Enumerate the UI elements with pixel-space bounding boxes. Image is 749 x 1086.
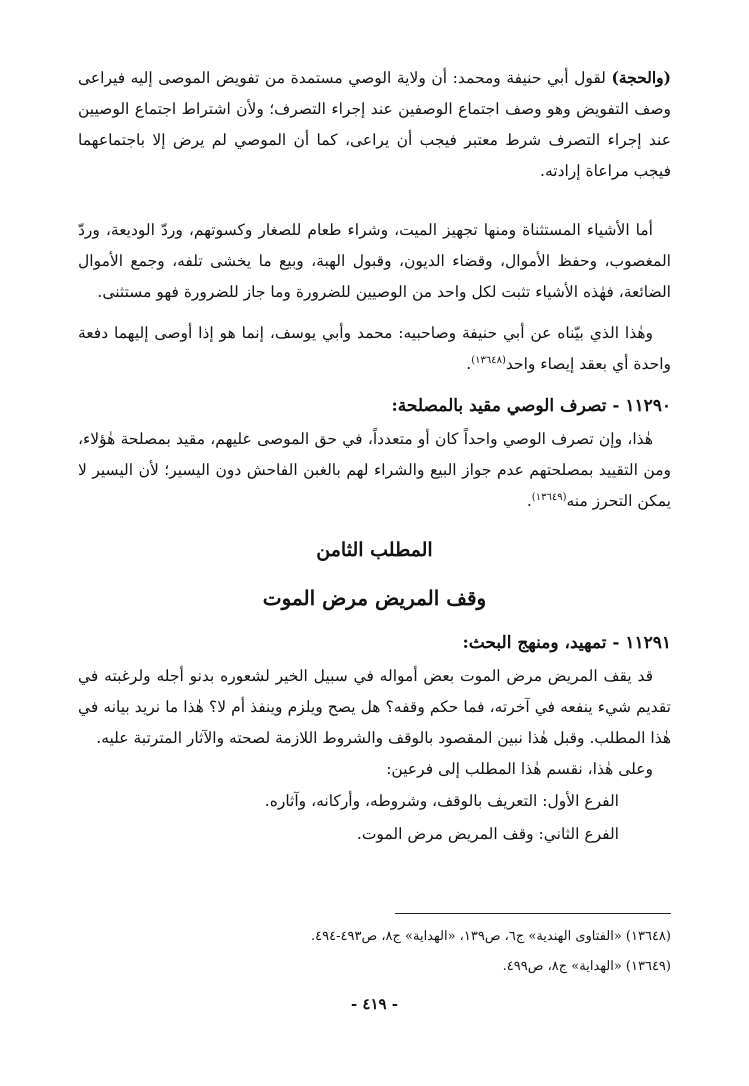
section-title: المطلب الثامن <box>316 539 433 561</box>
page-number: - ٤١٩ - <box>350 995 399 1013</box>
evidence-lead: (والحجة) <box>611 68 671 87</box>
paragraph-end-mark: . <box>466 355 472 373</box>
footnotes <box>78 922 671 982</box>
heading-11290: ١١٢٩٠ - تصرف الوصي مقيد بالمصلحة: <box>391 396 671 416</box>
footnote-13648: (١٣٦٤٨) «الفتاوى الهندية» ج٦، ص١٣٩، «الهداية» ج٨، ص٤٩٣-٤٩٤. <box>311 929 671 944</box>
paragraph-exceptions: أما الأشياء المستثناة ومنها تجهيز الميت، وشراء طعام للصغار وكسوتهم، وردّ الوديعة، وردّ المغصوب، وحفظ الأموال، وقضاء الديون، وقبول الهبة، وبيع ما يخشى تلفه، وجمع الأموال الضائعة، فهٰذه الأشياء تثبت لكل واحد من الوصيين للضرورة وما جاز للضرورة فهو مستثنى. <box>78 221 671 301</box>
paragraph-single-appointment <box>78 318 671 380</box>
paragraph-evidence <box>78 62 671 187</box>
footnote-ref-13649: (١٣٦٤٩) <box>531 491 567 503</box>
paragraph-end-mark: . <box>526 492 532 510</box>
section-subtitle: وقف المريض مرض الموت <box>262 586 487 610</box>
evidence-text: لقول أبي حنيفة ومحمد: أن ولاية الوصي مستمدة من تفويض الموصى إليه فيراعى وصف التفويض وهو وصف اجتماع الوصفين عند إجراء التصرف؛ ولأن اشتراط اجتماع الوصيين عند إجراء التصرف شرط معتبر فيجب أن يراعى، كما أن الموصي لم يرض إلا باجتماعهما فيجب مراعاة إرادته. <box>78 69 671 180</box>
paragraph-intro: قد يقف المريض مرض الموت بعض أمواله في سبيل الخير لشعوره بدنو أجله ولرغبته في تقديم شيء ينفعه في آخرته، فما حكم وقفه؟ هل يصح ويلزم وينفذ أم لا؟ هٰذا ما نريد بيانه في هٰذا المطلب. وقبل هٰذا نبين المقصود بالوقف والشروط اللازمة لصحته والآثار المترتبة عليه. <box>78 667 671 747</box>
heading-11291: ١١٢٩١ - تمهيد، ومنهج البحث: <box>462 633 671 653</box>
branch-one: الفرع الأول: التعريف بالوقف، وشروطه، وأركانه، وآثاره. <box>264 792 619 810</box>
paragraph-guardian-interest <box>78 424 671 517</box>
guardian-interest-text: هٰذا، وإن تصرف الوصي واحداً كان أو متعدداً، في حق الموصى عليهم، مقيد بمصلحة هٰؤلاء، ومن التقييد بمصلحتهم عدم جواز البيع والشراء لهم بالغبن الفاحش دون اليسير؛ لأن اليسير لا يمكن التحرز منه <box>78 430 671 510</box>
footnote-13649: (١٣٦٤٩) «الهداية» ج٨، ص٤٩٩. <box>502 959 671 974</box>
footnote-separator <box>395 913 671 914</box>
main-text-column <box>78 62 671 851</box>
branch-two: الفرع الثاني: وقف المريض مرض الموت. <box>356 825 619 843</box>
single-appointment-text: وهٰذا الذي بيّناه عن أبي حنيفة وصاحبيه: محمد وأبي يوسف، إنما هو إذا أوصى إليهما دفعة واحدة أي بعقد إيصاء واحد <box>78 324 671 373</box>
footnote-ref-13648: (١٣٦٤٨) <box>471 354 506 366</box>
paragraph-division: وعلى هٰذا، نقسم هٰذا المطلب إلى فرعين: <box>386 760 653 778</box>
